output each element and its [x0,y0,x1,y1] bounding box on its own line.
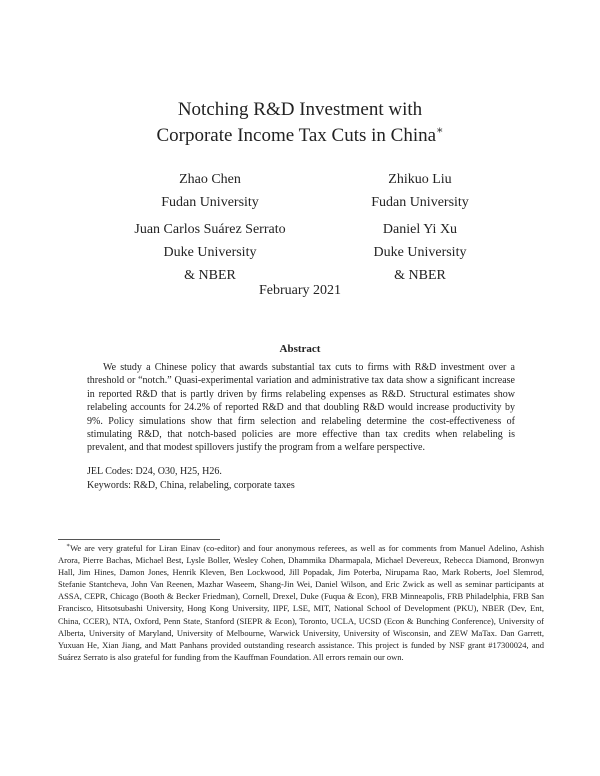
abstract-text: We study a Chinese policy that awards substantial tax cuts to firms with R&D investment over a threshold or “notch.” Quasi-experimental variation and administrative tax data show a significant increase in reported R&D that is partly driven by firms relabeling expenses as R&D. Structural estimates show relabeling accounts for 24.2% of reported R&D and that doubling R&D would increase productivity by 9%. Policy simulations show that firm selection and relabeling determine the cost-effectiveness of stimulating R&D, that notch-based policies are more effective than tax credits when relabeling is prevalent, and that modest spillovers justify the program from a welfare perspective. [87,362,515,454]
author-name: Daniel Yi Xu [382,222,458,237]
author-affiliation: Duke University [163,245,257,260]
jel-codes: JEL Codes: D24, O30, H25, H26. [87,466,222,477]
author-block-suarez-serrato [110,218,310,287]
author-affiliation-2: & NBER [394,268,446,283]
abstract-heading: Abstract [279,343,321,355]
author-block-liu [340,168,500,214]
author-affiliation-2: & NBER [184,268,236,283]
footnote-marker: ∗ [66,543,71,550]
title-line-2-text: Corporate Income Tax Cuts in China [156,125,437,146]
title-line-2 [60,123,540,149]
author-name: Juan Carlos Suárez Serrato [134,222,286,237]
title-line-1: Notching R&D Investment with [177,99,423,120]
author-block-chen [130,168,290,214]
author-block-xu [340,218,500,287]
paper-title [60,97,540,149]
paper-date: February 2021 [258,283,342,298]
author-affiliation: Duke University [373,245,467,260]
title-footnote-marker[interactable]: ∗ [436,124,444,137]
author-affiliation: Fudan University [371,195,469,210]
author-affiliation: Fudan University [161,195,259,210]
footnote-text: We are very grateful for Liran Einav (co-editor) and four anonymous referees, as well as for comments from Manuel Adelino, Ashish Arora, Pierre Bachas, Michael Best, Lysle Boller, Wesley Cohen, Dhammika Dharmapala, Michael Devereux, Rebecca Diamond, Bronwyn Hall, Jim Hines, Damon Jones, Henrik Kleven, Ben Lockwood, Jill Popadak, Jim Poterba, Nirupama Rao, Mark Roberts, Joel Slemrod, Stefanie Stantcheva, John Van Reenen, Mazhar Waseem, Shang-Jin Wei, Daniel Wilson, and Eric Zwick as well as seminar participants at ASSA, CEPR, Chicago (Booth & Becker Friedman), Cornell, Drexel, Duke (Fuqua & Econ), FRB Minneapolis, FRB Philadelphia, FRB San Francisco, Hitsotsubashi University, Hong Kong University, IIPF, LSE, MIT, National School of Development (PKU), NBER (Dev, Ent, China, CCER), NTA, Oxford, Penn State, Stanford (SIEPR & Econ), Toronto, UCLA, UCSD (Econ & Bunching Conference), University of Alberta, University of Maryland, University of Melbourne, Warwick University, University of Wisconsin, and ZEW MaTax. Dan Garrett, Yuxuan He, Xian Jiang, and Matt Panhans provided outstanding research assistance. This project is funded by NSF grant #17300024, and Suárez Serrato is also grateful for funding from the Kauffman Foundation. All errors remain our own. [58,543,544,662]
acknowledgements-footnote [58,542,544,663]
author-name: Zhao Chen [179,172,241,187]
author-name: Zhikuo Liu [388,172,452,187]
footnote-rule [58,539,220,540]
keywords: Keywords: R&D, China, relabeling, corporate taxes [87,480,295,491]
